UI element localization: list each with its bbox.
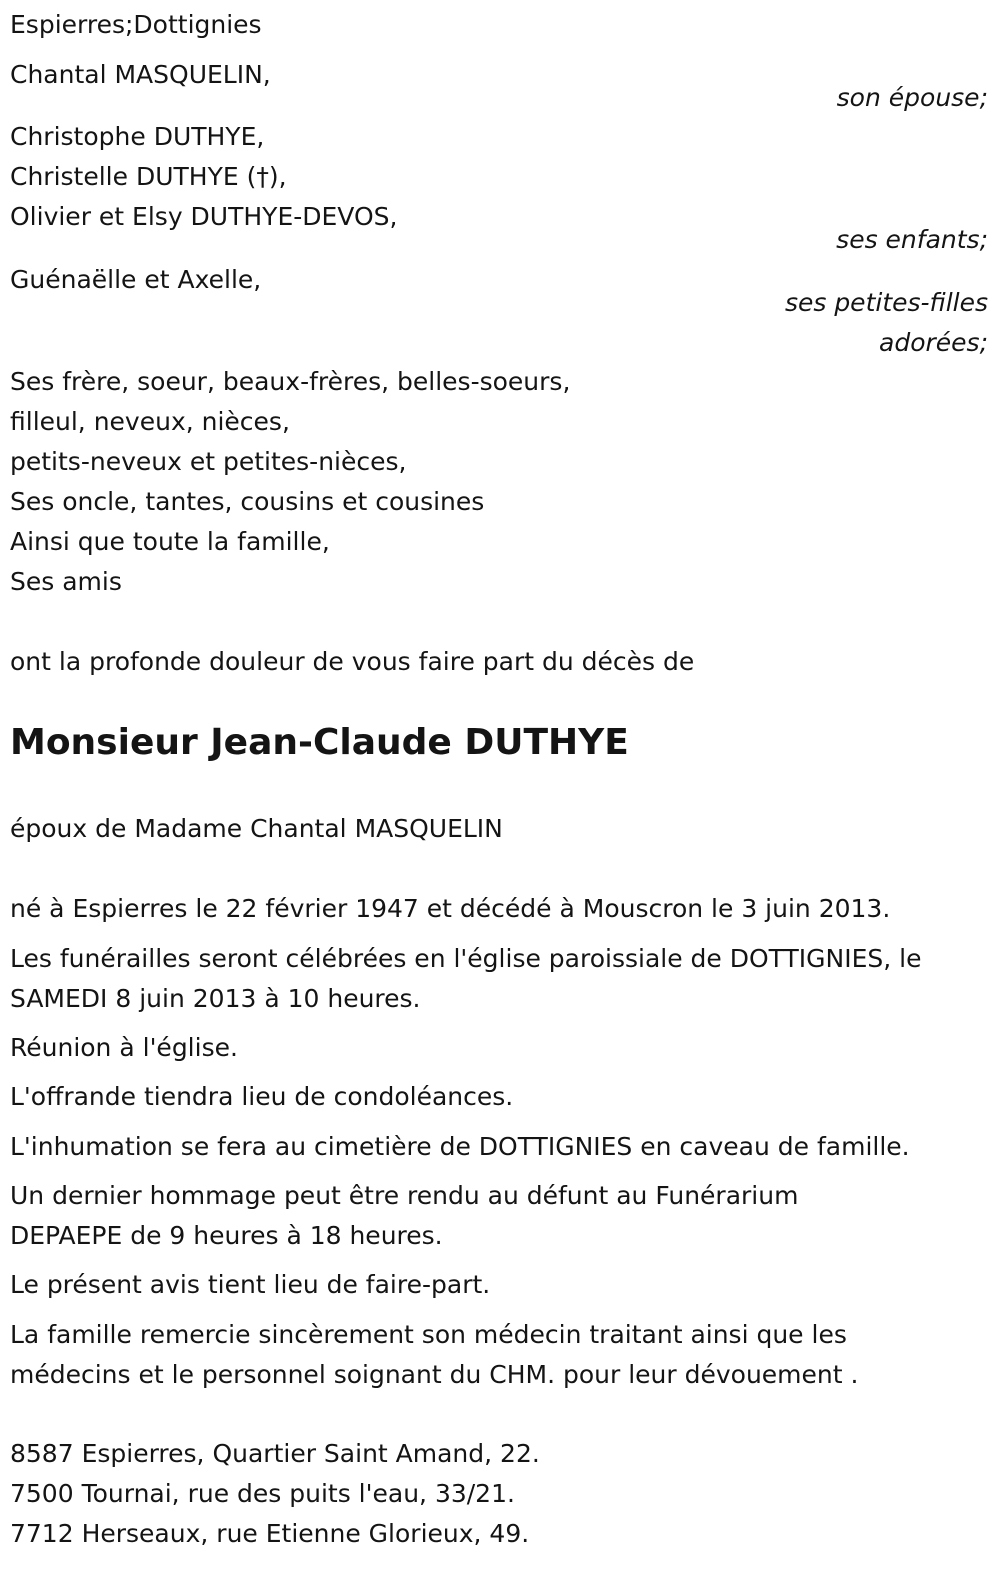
family-line: petits-neveux et petites-nièces, (10, 447, 407, 476)
announcement-text: ont la profonde douleur de vous faire part du décès de (10, 647, 695, 676)
grandchildren-relation-line2: adorées; (879, 328, 988, 357)
detail-paragraph: Les funérailles seront célébrées en l'église paroissiale de DOTTIGNIES, le SAMEDI 8 juin 2013 à 10 heures. (10, 944, 922, 1013)
grandchildren-relation-line1: ses petites-filles (784, 288, 988, 317)
detail-paragraph: Réunion à l'église. (10, 1033, 238, 1062)
detail-paragraph: Le présent avis tient lieu de faire-part. (10, 1270, 491, 1299)
grandchildren-names: Guénaëlle et Axelle, (10, 265, 262, 294)
child-name: Christelle DUTHYE (†), (10, 162, 287, 191)
spouse-relation: son épouse; (836, 83, 988, 112)
family-line: Ainsi que toute la famille, (10, 527, 330, 556)
detail-paragraph: Un dernier hommage peut être rendu au défunt au Funérarium DEPAEPE de 9 heures à 18 heures. (10, 1181, 799, 1250)
detail-paragraph: L'offrande tiendra lieu de condoléances. (10, 1082, 514, 1111)
address-line: 8587 Espierres, Quartier Saint Amand, 22. (10, 1439, 540, 1468)
family-line: filleul, neveux, nièces, (10, 407, 290, 436)
child-name: Christophe DUTHYE, (10, 122, 265, 151)
family-line: Ses oncle, tantes, cousins et cousines (10, 487, 485, 516)
deceased-name-heading: Monsieur Jean-Claude DUTHYE (10, 722, 629, 763)
address-line: 7712 Herseaux, rue Etienne Glorieux, 49. (10, 1519, 530, 1548)
spouse-name: Chantal MASQUELIN, (10, 60, 271, 89)
address-line: 7500 Tournai, rue des puits l'eau, 33/21. (10, 1479, 515, 1508)
child-name: Olivier et Elsy DUTHYE-DEVOS, (10, 202, 398, 231)
location-line: Espierres;Dottignies (10, 10, 262, 39)
children-relation: ses enfants; (836, 225, 988, 254)
detail-paragraph: La famille remercie sincèrement son médecin traitant ainsi que les médecins et le personnel soignant du CHM. pour leur dévouement . (10, 1320, 859, 1389)
detail-paragraph: L'inhumation se fera au cimetière de DOTTIGNIES en caveau de famille. (10, 1132, 910, 1161)
family-line: Ses amis (10, 567, 122, 596)
detail-paragraph: né à Espierres le 22 février 1947 et décédé à Mouscron le 3 juin 2013. (10, 894, 891, 923)
family-line: Ses frère, soeur, beaux-frères, belles-soeurs, (10, 367, 571, 396)
spouse-of-line: époux de Madame Chantal MASQUELIN (10, 814, 503, 843)
